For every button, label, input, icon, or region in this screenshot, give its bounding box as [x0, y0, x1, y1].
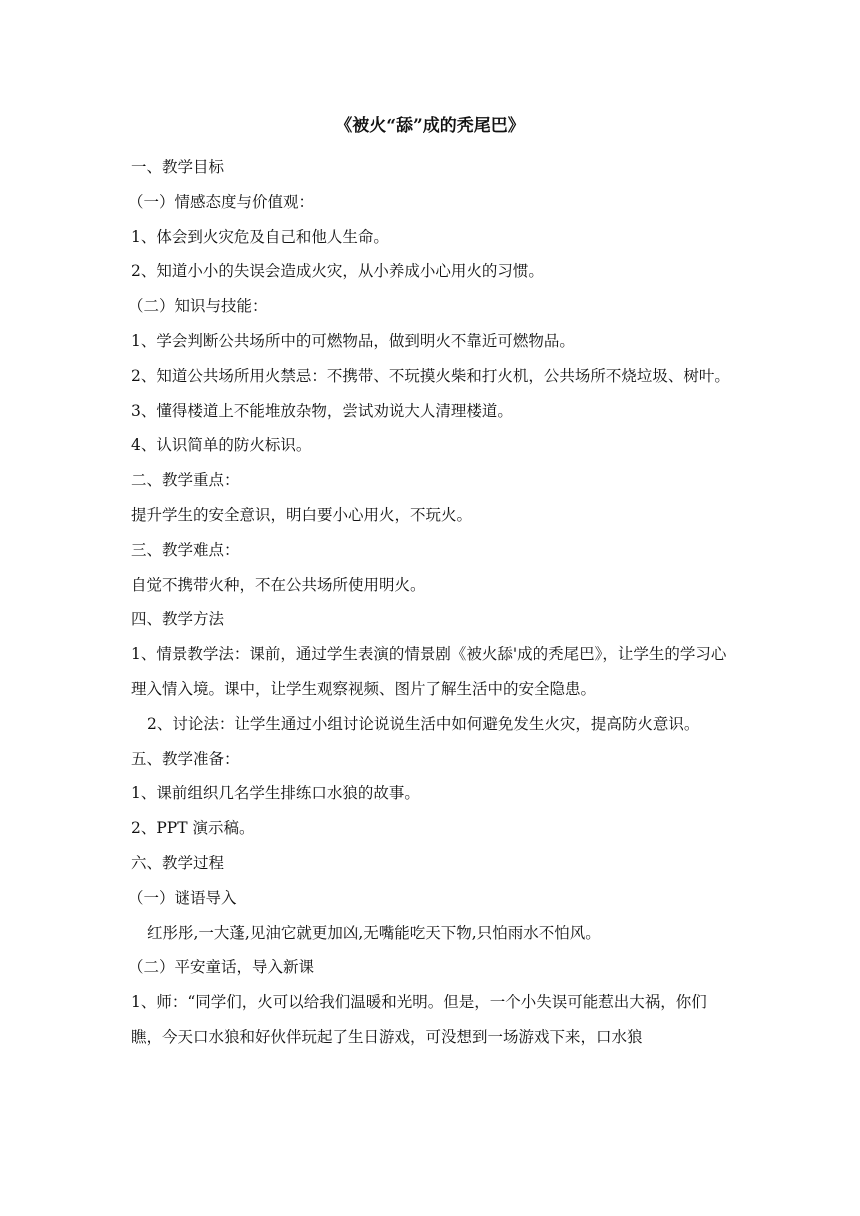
- subheading-attitude-values: （一）情感态度与价值观：: [128, 192, 315, 211]
- list-item: 2、知道小小的失误会造成火灾，从小养成小心用火的习惯。: [131, 262, 544, 281]
- list-item: 1、体会到火灾危及自己和他人生命。: [131, 227, 389, 246]
- paragraph: 1、师：“同学们，火可以给我们温暖和光明。但是，一个小失误可能惹出大祸，你们瞧，今天口水狼和好伙伴玩起了生日游戏，可没想到一场游戏下来，口水狼: [131, 993, 707, 1046]
- list-item: 2、讨论法：让学生通过小组讨论说说生活中如何避免发生火灾，提高防火意识。: [147, 714, 700, 733]
- paragraph: 提升学生的安全意识，明白要小心用火，不玩火。: [131, 505, 473, 524]
- list-item: 1、课前组织几名学生排练口水狼的故事。: [131, 784, 420, 803]
- subheading-riddle: （一）谜语导入: [128, 888, 237, 907]
- list-item: 2、PPT 演示稿。: [131, 819, 255, 838]
- subheading-fairy-tale: （二）平安童话，导入新课: [128, 958, 315, 977]
- list-item: 3、懂得楼道上不能堆放杂物，尝试劝说大人清理楼道。: [131, 401, 513, 420]
- list-item: 2、知道公共场所用火禁忌：不携带、不玩摸火柴和打火机，公共场所不烧垃圾、树叶。: [131, 366, 730, 385]
- riddle-text: 红彤彤,一大蓬,见油它就更加凶,无嘴能吃天下物,只怕雨水不怕风。: [147, 923, 601, 942]
- section-heading-preparation: 五、教学准备：: [131, 749, 240, 768]
- section-heading-process: 六、教学过程: [131, 853, 225, 872]
- document-body: [128, 150, 731, 1055]
- paragraph: 自觉不携带火种，不在公共场所使用明火。: [131, 575, 426, 594]
- subheading-knowledge-skills: （二）知识与技能：: [128, 297, 268, 316]
- section-heading-difficulties: 三、教学难点：: [131, 540, 240, 559]
- list-item: 4、认识简单的防火标识。: [131, 436, 312, 455]
- section-heading-methods: 四、教学方法: [131, 610, 225, 629]
- document-title: 《被火“舔”成的秃尾巴》: [335, 116, 525, 136]
- list-item: 1、学会判断公共场所中的可燃物品，做到明火不靠近可燃物品。: [131, 331, 575, 350]
- section-heading-key-points: 二、教学重点：: [131, 471, 240, 490]
- list-item: 1、情景教学法：课前，通过学生表演的情景剧《被火舔'成的秃尾巴》，让学生的学习心理入情入境。课中，让学生观察视频、图片了解生活中的安全隐患。: [131, 645, 727, 698]
- section-heading-objectives: 一、教学目标: [131, 158, 225, 176]
